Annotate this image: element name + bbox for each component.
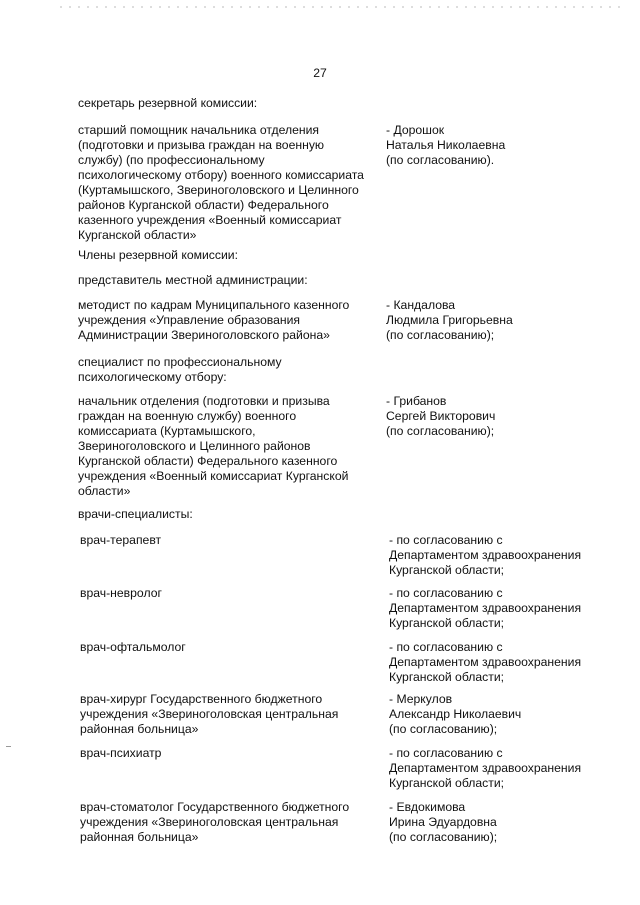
secretary-position: старший помощник начальника отделения (подготовки и призыва граждан на военную службу) (по профессиональному психологическому отбору) военного комиссариата (Куртамышского, Звериноголовского и Целинного районов Курганской области) Федерального казенного учреждения «Военный комиссариат Курганской области» [78,123,364,242]
secretary-heading: секретарь резервной комиссии: [78,96,258,110]
neurologist-person: - по согласованию с Департаментом здравоохранения Курганской области; [389,586,582,630]
psychiatrist-person: - по согласованию с Департаментом здравоохранения Курганской области; [389,746,582,790]
members-heading: Члены резервной комиссии: [78,248,238,262]
methodist-person: - Кандалова Людмила Григорьевна (по согласованию); [386,298,513,342]
surgeon-position: врач-хирург Государственного бюджетного учреждения «Звериноголовская центральная районная больница» [80,692,339,736]
ophthalmologist-position: врач-офтальмолог [80,640,186,654]
department-head-person: - Грибанов Сергей Викторович (по согласованию); [386,394,496,438]
page-number: 27 [313,66,327,80]
scan-artifact-margin [6,746,11,747]
department-head-position: начальник отделения (подготовки и призыва граждан на военную службу) военного комиссариата (Куртамышского, Звериноголовского и Целинного районов Курганской области) Федерального казенного учреждения «Военный комиссариат Курганской области» [78,394,349,498]
dentist-person: - Евдокимова Ирина Эдуардовна (по согласованию); [389,800,498,844]
secretary-person: - Дорошок Наталья Николаевна (по согласованию). [386,123,506,167]
methodist-position: методист по кадрам Муниципального казенного учреждения «Управление образования Администрации Звериноголовского района» [78,298,350,342]
scan-artifact-top [60,6,620,8]
surgeon-person: - Меркулов Александр Николаевич (по согласованию); [389,692,522,736]
therapist-person: - по согласованию с Департаментом здравоохранения Курганской области; [389,533,582,577]
doctors-heading: врачи-специалисты: [78,507,193,521]
ophthalmologist-person: - по согласованию с Департаментом здравоохранения Курганской области; [389,640,582,684]
psych-specialist-heading: специалист по профессиональному психологическому отбору: [78,355,282,384]
therapist-position: врач-терапевт [80,533,162,547]
dentist-position: врач-стоматолог Государственного бюджетного учреждения «Звериноголовская центральная районная больница» [80,800,350,844]
local-admin-heading: представитель местной администрации: [78,273,308,287]
neurologist-position: врач-невролог [80,586,162,600]
psychiatrist-position: врач-психиатр [80,746,162,760]
